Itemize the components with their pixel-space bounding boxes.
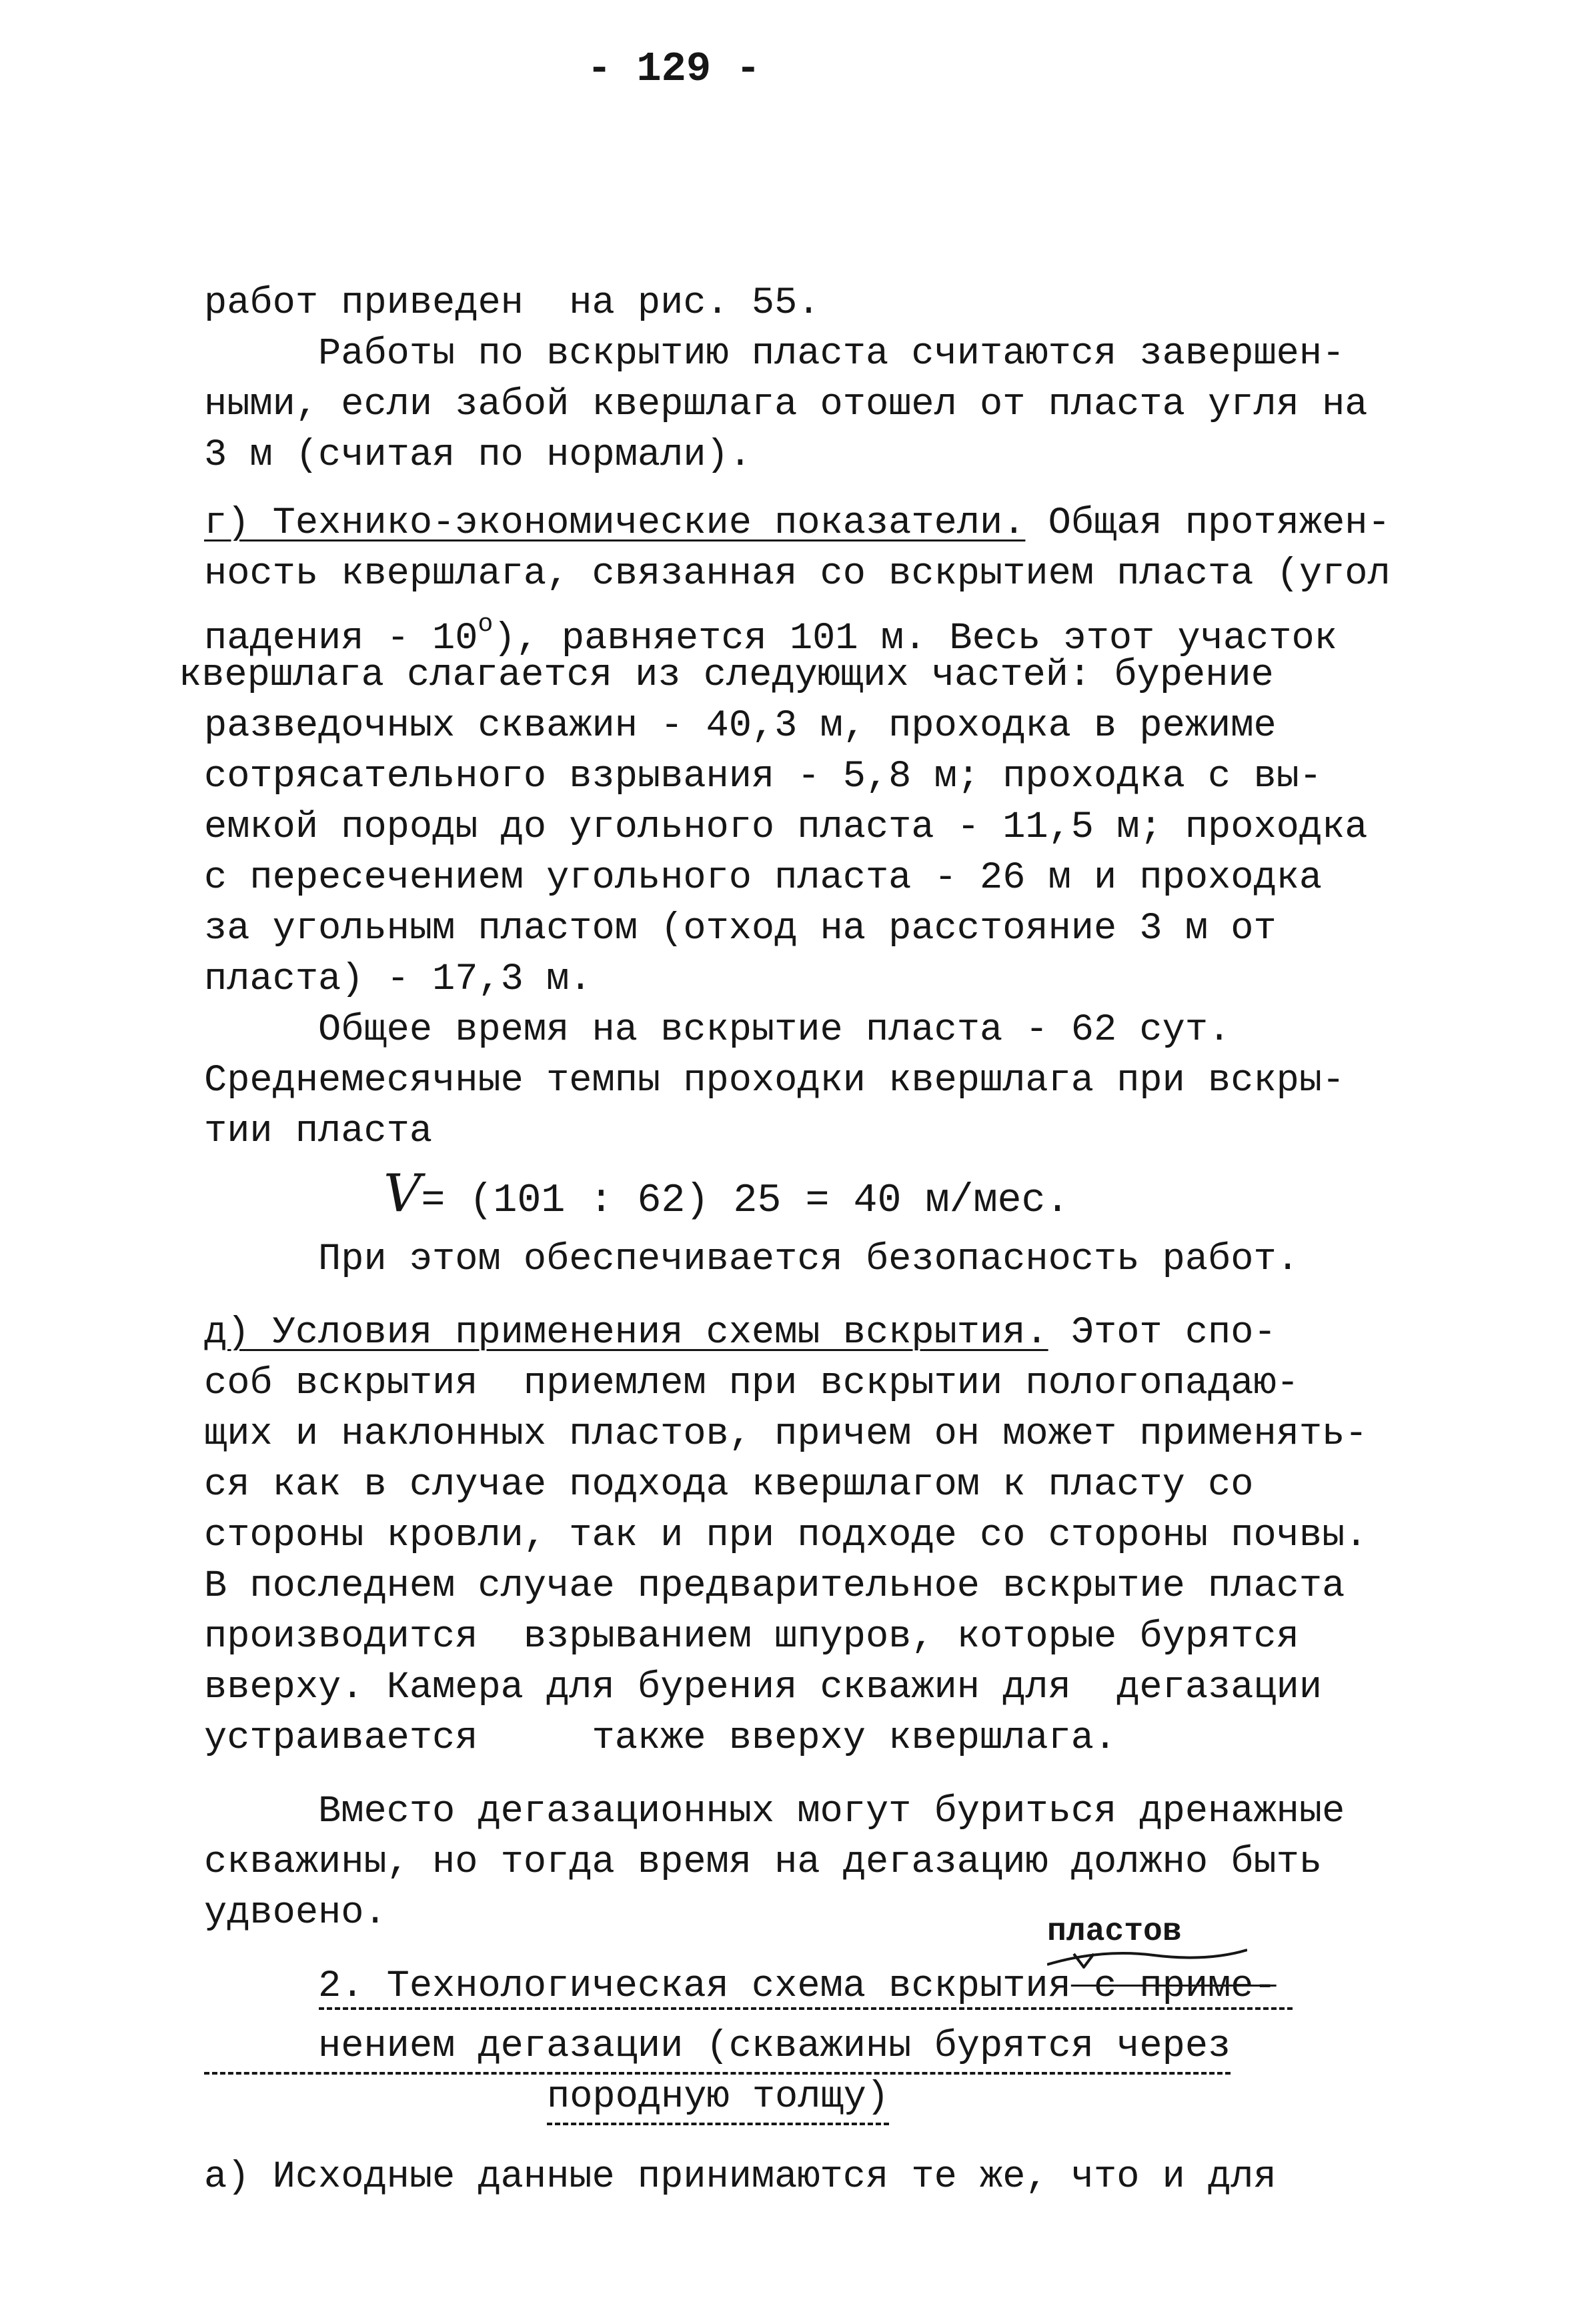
text-fragment: ), равняется 101 м. Весь этот участок: [493, 618, 1337, 660]
section-g-heading: г) Технико-экономические показатели.: [204, 502, 1026, 545]
dashed-rule: [319, 2007, 1293, 2010]
section-2-line: [204, 2022, 1231, 2071]
text-line: скважины, но тогда время на дегазацию должно быть: [204, 1841, 1323, 1884]
text-line: тии пласта: [204, 1110, 433, 1153]
text-line: стороны кровли, так и при подходе со стороны почвы.: [204, 1514, 1368, 1557]
formula-expression: = (101 : 62) 25 = 40 м/мес.: [421, 1178, 1070, 1224]
text-line: разведочных скважин - 40,3 м, проходка в режиме: [204, 705, 1277, 748]
section-2-heading-continued: нением дегазации (скважины бурятся через: [204, 2025, 1231, 2075]
text-fragment: Общая протяжен-: [1025, 502, 1391, 545]
struck-text: с приме-: [1070, 1965, 1277, 2008]
text-line: соб вскрытия приемлем при вскрытии пологопадаю-: [204, 1362, 1299, 1405]
text-line: Вместо дегазационных могут буриться дренажные: [204, 1791, 1345, 1833]
formula-symbol: V: [383, 1164, 422, 1224]
page-number: - 129 -: [587, 45, 761, 93]
handwritten-insertion: пластов: [1047, 1914, 1182, 1950]
text-line: за угольным пластом (отход на расстояние 3 м от: [204, 908, 1277, 950]
section-2-heading-end: породную толщу): [547, 2076, 889, 2125]
text-line: Среднемесячные темпы проходки квершлага при вскры-: [204, 1060, 1345, 1102]
text-line: емкой породы до угольного пласта - 11,5 м; проходка: [204, 806, 1368, 849]
text-fragment: 2. Технологическая схема вскрытия: [204, 1965, 1071, 2008]
section-2-first-line: [204, 1962, 1277, 2011]
text-line: устраивается также вверху квершлага.: [204, 1717, 1117, 1760]
text-line: пласта) - 17,3 м.: [204, 958, 592, 1001]
text-line: работ приведен на рис. 55.: [204, 282, 820, 325]
text-line: производится взрыванием шпуров, которые бурятся: [204, 1616, 1299, 1658]
text-line: Общее время на вскрытие пласта - 62 сут.: [204, 1009, 1231, 1052]
text-line: ность квершлага, связанная со вскрытием пласта (угол: [204, 553, 1391, 596]
text-line: вверху. Камера для бурения скважин для дегазации: [204, 1666, 1323, 1709]
text-fragment: Этот спо-: [1048, 1312, 1277, 1354]
text-line: При этом обеспечивается безопасность работ.: [204, 1238, 1299, 1281]
text-line: ся как в случае подхода квершлагом к пласту со: [204, 1464, 1254, 1506]
section-g-first-line: [204, 499, 1391, 548]
text-line: а) Исходные данные принимаются те же, что и для: [204, 2156, 1277, 2199]
text-fragment: падения - 10: [204, 618, 478, 660]
text-line: Работы по вскрытию пласта считаются завершен-: [204, 333, 1345, 375]
text-line: щих и наклонных пластов, причем он может применять-: [204, 1413, 1368, 1456]
text-line: удвоено.: [204, 1892, 387, 1935]
text-line: 3 м (считая по нормали).: [204, 434, 752, 477]
text-line: сотрясательного взрывания - 5,8 м; проходка с вы-: [204, 756, 1323, 798]
section-d-heading: д) Условия применения схемы вскрытия.: [204, 1312, 1048, 1354]
degree-superscript: о: [478, 610, 494, 639]
speed-formula: [383, 1164, 1070, 1224]
text-line: квершлага слагается из следующих частей: бурение: [179, 654, 1274, 697]
text-line: ными, если забой квершлага отошел от пласта угля на: [204, 383, 1368, 426]
section-2-line: [547, 2073, 889, 2122]
text-line: с пересечением угольного пласта - 26 м и проходка: [204, 857, 1323, 900]
section-d-first-line: [204, 1308, 1277, 1358]
text-line: В последнем случае предварительное вскрытие пласта: [204, 1565, 1345, 1608]
